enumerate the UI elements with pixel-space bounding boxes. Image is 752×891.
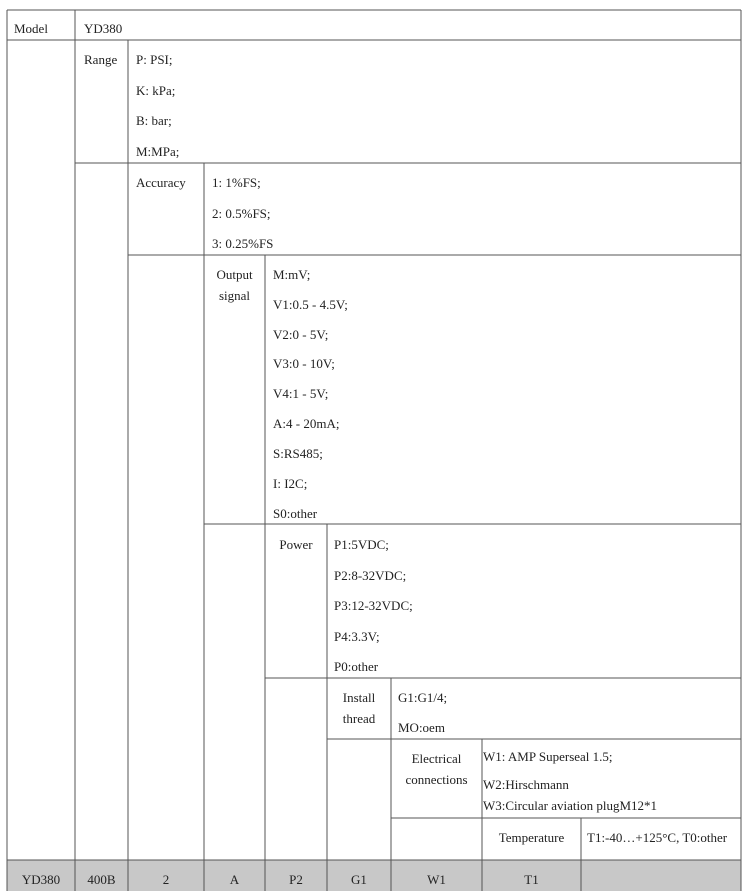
electrical-option: W1: AMP Superseal 1.5; [483, 749, 613, 764]
accuracy-label: Accuracy [136, 175, 186, 190]
output-option: V2:0 - 5V; [273, 327, 329, 342]
output-option: V3:0 - 10V; [273, 356, 335, 371]
example-code: P2 [289, 872, 303, 887]
output-option: S0:other [273, 506, 318, 521]
example-code: YD380 [21, 872, 61, 887]
output-option: I: I2C; [273, 476, 308, 491]
example-code: G1 [351, 872, 367, 887]
power-option: P4:3.3V; [334, 629, 380, 644]
example-code: 2 [162, 872, 170, 887]
power-option: P1:5VDC; [334, 537, 389, 552]
example-code: 400B [87, 872, 116, 887]
accuracy-option: 2: 0.5%FS; [212, 206, 271, 221]
electrical-label: Electrical [411, 751, 462, 766]
example-code: A [229, 872, 240, 887]
range-option: P: PSI; [136, 52, 173, 67]
power-option: P3:12-32VDC; [334, 598, 413, 613]
output-label: signal [218, 288, 251, 303]
output-option: M:mV; [273, 267, 311, 282]
example-code: W1 [427, 872, 446, 887]
power-label: Power [279, 537, 313, 552]
range-option: B: bar; [136, 113, 172, 128]
range-option: K: kPa; [136, 83, 176, 98]
electrical-option: W2:Hirschmann [483, 777, 569, 792]
output-option: S:RS485; [273, 446, 323, 461]
accuracy-option: 3: 0.25%FS [212, 236, 274, 251]
electrical-label: connections [405, 772, 468, 787]
range-label: Range [84, 52, 118, 67]
electrical-option: W3:Circular aviation plugM12*1 [483, 798, 658, 813]
thread-option: G1:G1/4; [398, 690, 448, 705]
output-label: Output [216, 267, 253, 282]
output-option: V1:0.5 - 4.5V; [273, 297, 348, 312]
thread-label: thread [342, 711, 376, 726]
temperature-value: T1:-40…+125°C, T0:other [587, 830, 728, 845]
output-option: A:4 - 20mA; [273, 416, 340, 431]
temperature-label: Temperature [498, 830, 565, 845]
power-option: P0:other [334, 659, 379, 674]
model-label: Model [14, 21, 48, 36]
example-code: T1 [524, 872, 539, 887]
model-value: YD380 [84, 21, 123, 36]
thread-label: Install [342, 690, 376, 705]
thread-option: MO:oem [398, 720, 445, 735]
power-option: P2:8-32VDC; [334, 568, 407, 583]
accuracy-option: 1: 1%FS; [212, 175, 261, 190]
output-option: V4:1 - 5V; [273, 386, 329, 401]
range-option: M:MPa; [136, 144, 180, 159]
